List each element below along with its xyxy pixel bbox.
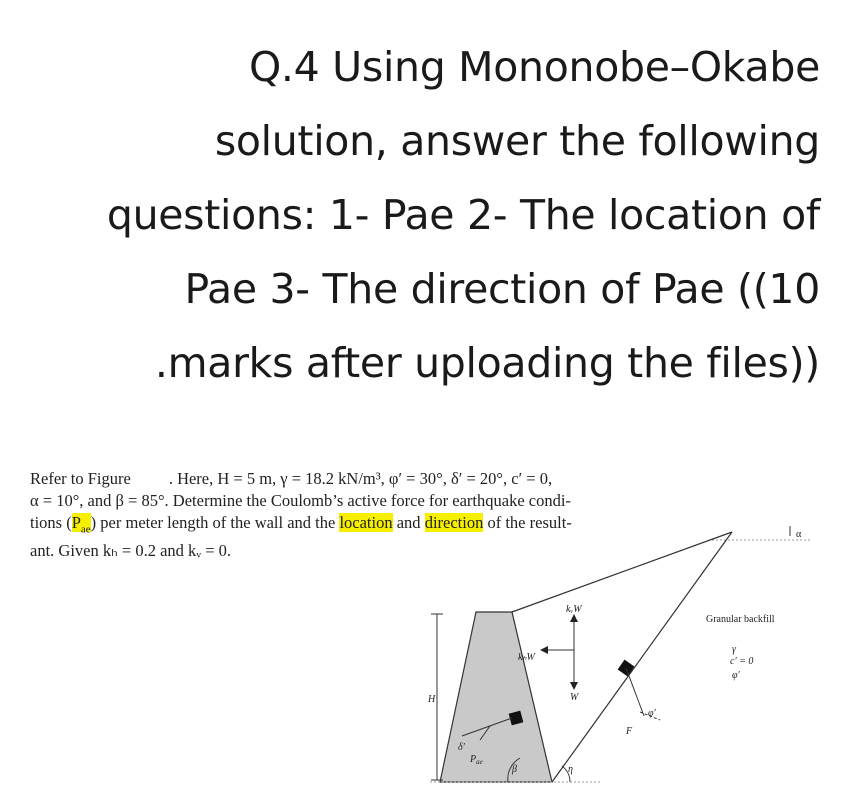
w-arrow — [570, 682, 578, 690]
question-line-5: .marks after uploading the files)) — [154, 339, 820, 387]
f-label: F — [626, 726, 633, 737]
backfill-surface-line — [512, 532, 732, 612]
pae-label: $P_{ae}$ — [470, 754, 483, 766]
alpha-label: α — [796, 529, 802, 540]
problem-text: Refer to Figure — [30, 469, 131, 488]
khw-label: kₕW — [518, 652, 535, 663]
backfill-label: Granular backfill — [706, 614, 775, 625]
pae-highlight: $P_{ae}$ — [71, 513, 91, 536]
location-highlight: location — [339, 513, 393, 532]
beta-label: β — [512, 764, 517, 775]
delta-label: δ′ — [458, 742, 465, 753]
eta-label: η — [568, 764, 573, 775]
phi-prime-label: φ′ — [732, 670, 740, 681]
question-line-1: Q.4 Using Mononobe–Okabe — [248, 43, 820, 91]
retaining-wall — [440, 612, 552, 782]
problem-line-2: α = 10°, and β = 85°. Determine the Coulomb’s active force for earthquake condi- — [30, 491, 571, 510]
question-line-4: Pae 3- The direction of Pae ((10 — [184, 265, 820, 313]
c-prime-label: c′ = 0 — [730, 656, 754, 667]
f-arrow — [626, 668, 644, 716]
khw-arrow — [540, 646, 548, 654]
problem-text: and — [392, 513, 425, 532]
problem-text: tions ( — [30, 513, 72, 532]
problem-text: . Here, H = 5 m, γ = 18.2 kN/m³, φ′ = 30°, δ′ = 20°, c′ = 0, — [168, 469, 553, 488]
question-line-2: solution, answer the following — [214, 117, 820, 165]
gamma-label: γ — [732, 644, 736, 655]
question-line-3: questions: 1- Pae 2- The location of — [106, 191, 820, 239]
h-label: H — [428, 694, 436, 705]
kvw-label: kᵥW — [566, 604, 582, 615]
kvw-arrow — [570, 614, 578, 622]
direction-highlight: direction — [424, 513, 484, 532]
problem-line-4: ant. Given kₕ = 0.2 and kᵥ = 0. — [30, 541, 232, 561]
phi-wedge-label: φ′ — [648, 708, 656, 719]
problem-text: ) per meter length of the wall and the — [90, 513, 340, 532]
problem-text: of the result- — [483, 513, 572, 532]
w-label: W — [570, 692, 579, 703]
failure-plane-line — [552, 532, 732, 782]
